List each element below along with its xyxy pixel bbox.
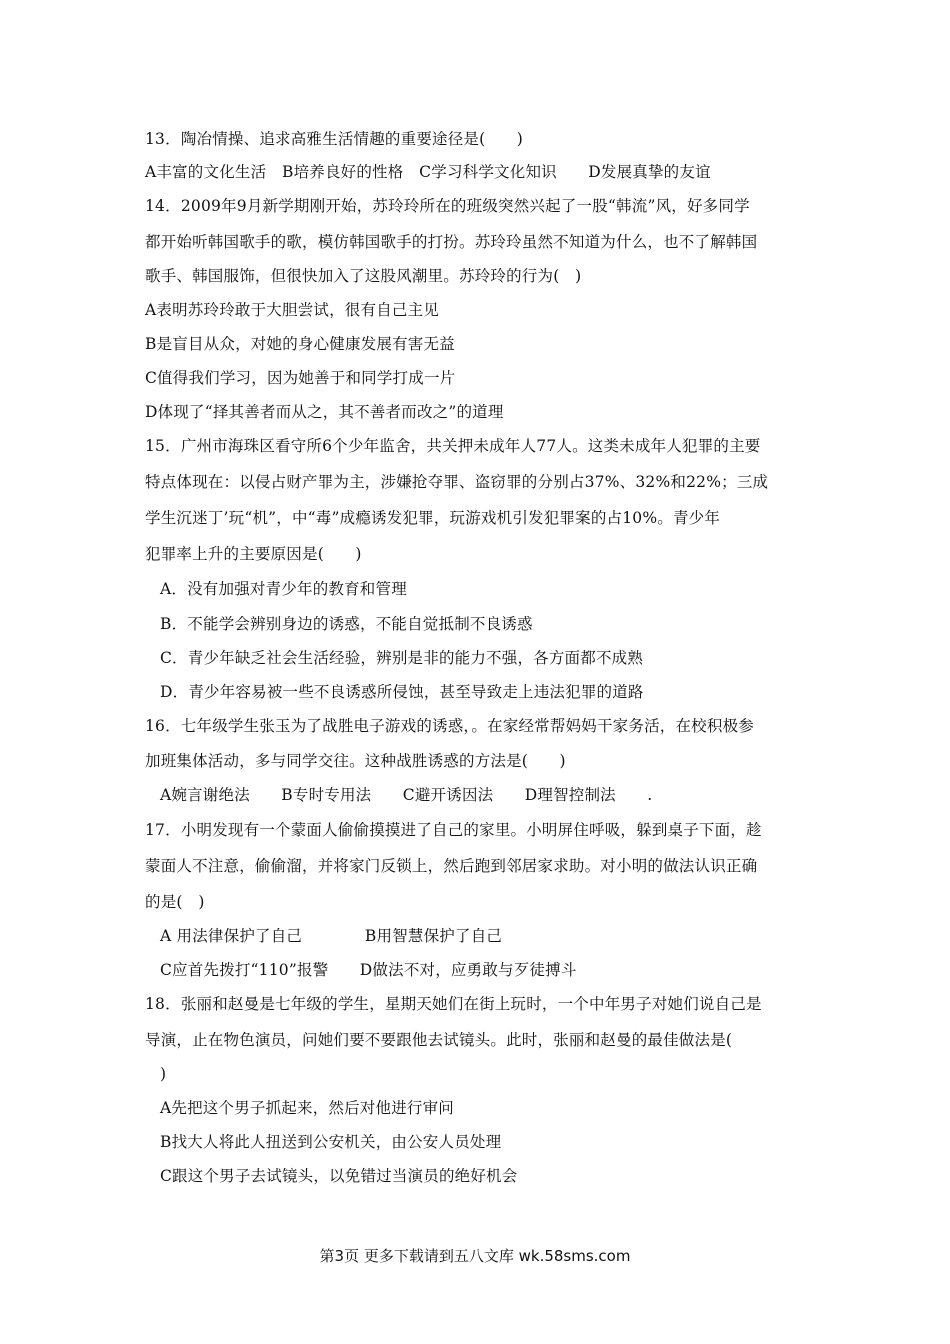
question-16-stem-line-1: 16．七年级学生张玉为了战胜电子游戏的诱惑，。在家经常帮妈妈干家务活，在校积极参: [145, 717, 754, 735]
question-14-option-c: C值得我们学习，因为她善于和同学打成一片: [145, 369, 456, 387]
question-14-stem-line-3: 歌手、韩国服饰，但很快加入了这股风潮里。苏玲玲的行为( ): [145, 267, 582, 285]
question-18-stem-line-2: 导演，止在物色演员，问她们要不要跟他去试镜头。此时，张丽和赵曼的最佳做法是(: [145, 1031, 733, 1049]
question-18-option-a: A先把这个男子抓起来，然后对他进行审问: [160, 1099, 454, 1117]
question-14-option-d: D体现了“择其善者而从之，其不善者而改之”的道理: [145, 403, 504, 421]
question-15-option-d: D．青少年容易被一些不良诱惑所侵蚀，甚至导致走上违法犯罪的道路: [160, 683, 644, 701]
question-15-stem-line-4: 犯罪率上升的主要原因是( ): [145, 545, 362, 563]
question-13-stem: 13．陶冶情操、追求高雅生活情趣的重要途径是( ): [145, 130, 524, 148]
question-14-stem-line-2: 都开始听韩国歌手的歌，模仿韩国歌手的打扮。苏玲玲虽然不知道为什么，也不了解韩国: [145, 233, 758, 251]
question-16-stem-line-2: 加班集体活动，多与同学交往。这种战胜诱惑的方法是( ): [145, 752, 566, 770]
question-18-stem-line-1: 18．张丽和赵曼是七年级的学生，星期天她们在街上玩时，一个中年男子对她们说自己是: [145, 995, 762, 1013]
question-15-stem-line-3: 学生沉迷丁’玩“机”，中“毒”成瘾诱发犯罪，玩游戏机引发犯罪案的占10%。青少年: [145, 509, 721, 527]
question-15-option-b: B．不能学会辨别身边的诱惑，不能自觉抵制不良诱惑: [160, 615, 533, 633]
question-15-stem-line-1: 15．广州市海珠区看守所6个少年监舍，共关押未成年人77人。这类未成年人犯罪的主要: [145, 437, 761, 455]
question-13-options: A丰富的文化生活 B培养良好的性格 C学习科学文化知识 D发展真挚的友谊: [145, 163, 711, 181]
question-14-option-a: A表明苏玲玲敢于大胆尝试，很有自己主见: [145, 301, 439, 319]
question-18-option-c: C跟这个男子去试镜头，以免错过当演员的绝好机会: [160, 1167, 518, 1185]
question-15-stem-line-2: 特点体现在：以侵占财产罪为主，涉嫌抢夺罪、盗窃罪的分别占37%、32%和22%；三成: [145, 473, 769, 491]
question-18-stem-line-3: ): [160, 1065, 167, 1083]
question-17-options-cd: C应首先拨打“110”报警 D做法不对，应勇敢与歹徒搏斗: [160, 961, 577, 979]
question-14-stem-line-1: 14．2009年9月新学期刚开始，苏玲玲所在的班级突然兴起了一股“韩流”风，好多同学: [145, 197, 750, 215]
question-17-options-ab: A 用法律保护了自己 B用智慧保护了自己: [160, 927, 503, 945]
page-footer: 第3页 更多下载请到五八文库 wk.58sms.com: [319, 1247, 631, 1265]
question-17-stem-line-2: 蒙面人不注意，偷偷溜，并将家门反锁上，然后跑到邻居家求助。对小明的做法认识正确: [145, 857, 758, 875]
question-18-option-b: B找大人将此人扭送到公安机关，由公安人员处理: [160, 1133, 502, 1151]
question-15-option-c: C．青少年缺乏社会生活经验，辨别是非的能力不强，各方面都不成熟: [160, 649, 644, 667]
question-16-options: A婉言谢绝法 B专时专用法 C避开诱因法 D理智控制法 .: [160, 786, 653, 804]
question-17-stem-line-3: 的是( ): [145, 893, 205, 911]
question-15-option-a: A．没有加强对青少年的教育和管理: [160, 580, 407, 598]
question-14-option-b: B是盲目从众，对她的身心健康发展有害无益: [145, 335, 455, 353]
question-17-stem-line-1: 17．小明发现有一个蒙面人偷偷摸摸进了自己的家里。小明屏住呼吸，躲到桌子下面，趁: [145, 821, 762, 839]
